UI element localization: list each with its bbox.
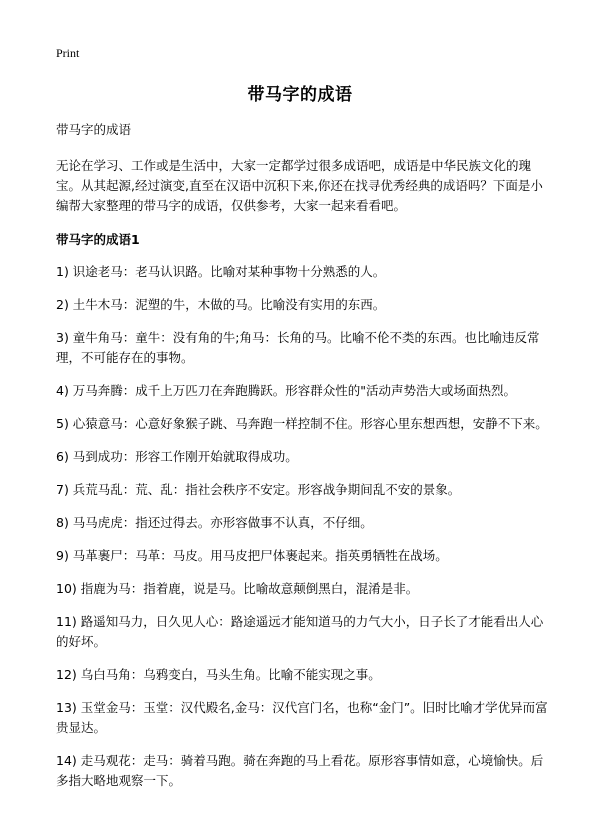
- section-heading: 带马字的成语1: [56, 232, 140, 247]
- idiom-item-4: 4) 万马奔腾：成千上万匹刀在奔跑腾跃。形容群众性的"活动声势浩大或场面热烈。: [56, 383, 517, 398]
- document-subtitle: 带马字的成语: [56, 122, 132, 137]
- print-link[interactable]: Print: [56, 46, 80, 60]
- idiom-item-9: 9) 马革裹尸：马革：马皮。用马皮把尸体裹起来。指英勇牺牲在战场。: [56, 548, 448, 563]
- idiom-item-3: 3) 童牛角马：童牛：没有角的牛;角马：长角的马。比喻不伦不类的东西。也比喻违反常理，不可能存在的事物。: [56, 330, 540, 365]
- idiom-item-1: 1) 识途老马：老马认识路。比喻对某种事物十分熟悉的人。: [56, 264, 386, 279]
- idiom-item-13: 13) 玉堂金马：玉堂：汉代殿名,金马：汉代宫门名，也称“金门”。旧时比喻才学优异而富贵显达。: [56, 700, 548, 735]
- idiom-item-14: 14) 走马观花：走马：骑着马跑。骑在奔跑的马上看花。原形容事情如意，心境愉快。后多指大略地观察一下。: [56, 753, 544, 788]
- idiom-item-11: 11) 路遥知马力，日久见人心：路途遥远才能知道马的力气大小，日子长了才能看出人心的好坏。: [56, 614, 544, 649]
- document-content: [56, 120, 550, 804]
- intro-paragraph: 无论在学习、工作或是生活中，大家一定都学过很多成语吧，成语是中华民族文化的瑰宝。从其起源,经过演变,直至在汉语中沉积下来,你还在找寻优秀经典的成语吗？下面是小编帮大家整理的带马字的成语，仅供参考，大家一起来看看吧。: [56, 158, 543, 213]
- idiom-item-12: 12) 乌白马角：乌鸦变白，马头生角。比喻不能实现之事。: [56, 667, 381, 682]
- idiom-item-8: 8) 马马虎虎：指还过得去。亦形容做事不认真，不仔细。: [56, 515, 373, 530]
- idiom-item-5: 5) 心猿意马：心意好象猴子跳、马奔跑一样控制不住。形容心里东想西想，安静不下来。: [56, 416, 548, 431]
- document-title: 带马字的成语: [247, 85, 353, 105]
- idiom-item-10: 10) 指鹿为马：指着鹿，说是马。比喻故意颠倒黑白，混淆是非。: [56, 581, 419, 596]
- idiom-item-6: 6) 马到成功：形容工作刚开始就取得成功。: [56, 449, 298, 464]
- idiom-item-2: 2) 土牛木马：泥塑的牛，木做的马。比喻没有实用的东西。: [56, 297, 386, 312]
- idiom-item-7: 7) 兵荒马乱：荒、乱：指社会秩序不安定。形容战争期间乱不安的景象。: [56, 482, 461, 497]
